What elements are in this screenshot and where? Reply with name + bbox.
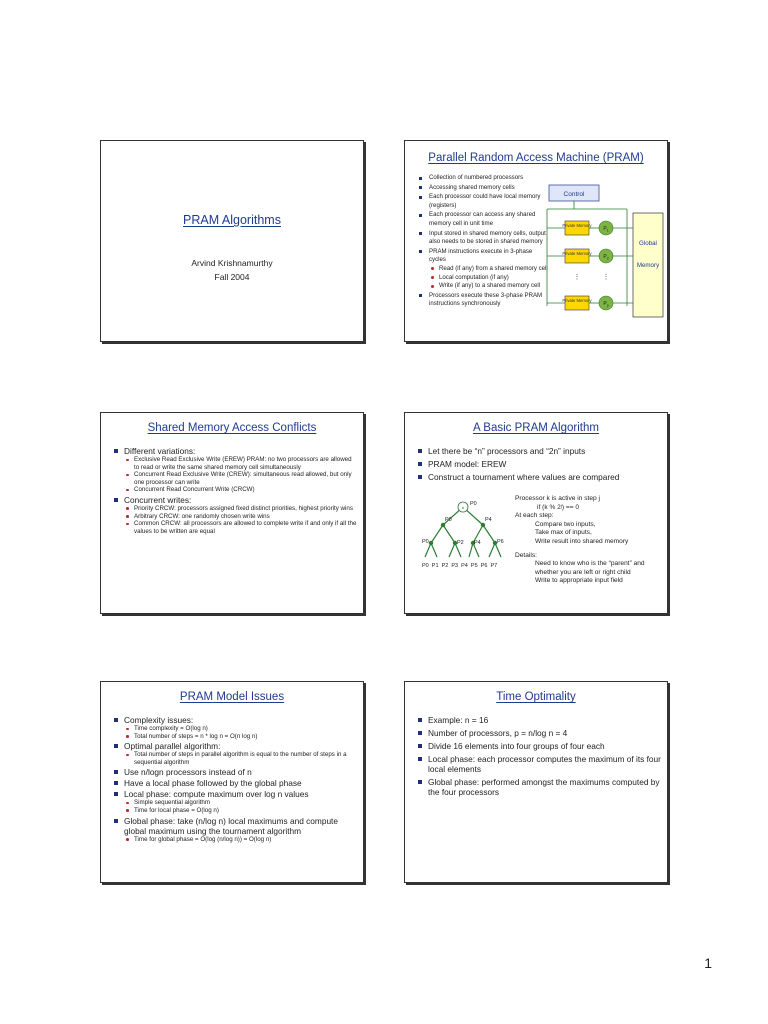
node-label: P0: [470, 501, 477, 507]
svg-text:P1: $P_1$: [603, 226, 609, 233]
node-label: P0: [445, 517, 452, 523]
algorithm-notes: [515, 495, 645, 586]
bullet: [113, 495, 357, 535]
bullet: [113, 816, 357, 844]
sub-bullet: Write (if any) to a shared memory cell: [429, 282, 548, 291]
bullet: [113, 741, 357, 766]
leaf-labels: P0 P1 P2 P3 P4 P5 P6 P7: [422, 563, 498, 569]
bullet-text: Global phase: take (n/log n) local maximums and compute global maximum using the tournament algorithm: [124, 815, 338, 836]
bullet-list: [417, 446, 661, 483]
slide-conflicts: [100, 412, 364, 614]
sub-bullet: Read (if any) from a shared memory cell: [429, 265, 548, 274]
note-line: whether you are left or right child: [535, 568, 631, 576]
sub-bullet: Concurrent Read Concurrent Write (CRCW): [124, 486, 357, 494]
slide-title-text: Shared Memory Access Conflicts: [147, 422, 317, 434]
bullet: Divide 16 elements into four groups of four each: [417, 741, 661, 751]
bullet-text: Optimal parallel algorithm:: [124, 741, 221, 752]
bullet-text: Concurrent writes:: [124, 494, 192, 505]
svg-text:⋮: ⋮: [573, 274, 581, 281]
sub-bullet: Simple sequential algorithm: [124, 799, 357, 807]
sub-list: [124, 456, 357, 494]
slide-title-text: Time Optimality: [496, 691, 576, 703]
bullet: Use n/logn processors instead of n: [113, 767, 357, 777]
bullet: PRAM model: EREW: [417, 459, 661, 469]
bullet: Each processor can access any shared memory cell in unit time: [418, 211, 548, 228]
note-line: Need to know who is the “parent” and: [535, 560, 645, 568]
note-line: Write result into shared memory: [535, 537, 629, 545]
sub-list: [124, 836, 357, 844]
note-line: At each step:: [515, 512, 554, 520]
sub-bullet: Total number of steps = n * log n = O(n log n): [124, 733, 357, 741]
slide-time-optimality: [404, 681, 668, 883]
sub-bullet: Total number of steps in parallel algorithm is equal to the number of steps in a sequential algorithm: [124, 751, 357, 766]
bullet: Local phase: each processor computes the maximum of its four local elements: [417, 754, 661, 774]
sub-bullet: Common CRCW: all processors are allowed to complete write if and only if all the values to be written are equal: [124, 520, 357, 535]
author: Arvind Krishnamurthy: [191, 258, 273, 268]
sub-bullet: Local computation (if any): [429, 274, 548, 283]
private-memory-label: Private Memory: [562, 223, 592, 228]
sub-list: [124, 751, 357, 766]
bullet: [113, 715, 357, 740]
bullet: Input stored in shared memory cells, output also needs to be stored in shared memory: [418, 230, 548, 247]
node-label: P0: [422, 539, 429, 545]
bullet: Global phase: performed amongst the maximums computed by the four processors: [417, 777, 661, 797]
bullet-text: Local phase: compute maximum over log n values: [124, 789, 309, 800]
slide-basic-algorithm: [404, 412, 668, 614]
sub-list: [124, 799, 357, 814]
slide-title-text: PRAM Algorithms: [183, 213, 281, 227]
bullet-list: [417, 715, 661, 798]
bullet: Collection of numbered processors: [418, 174, 548, 183]
note-line: Compare two inputs,: [535, 520, 596, 528]
bullet: Accessing shared memory cells: [418, 184, 548, 193]
bullet: [113, 446, 357, 494]
tournament-tree: [413, 497, 523, 577]
bullet-list: [113, 715, 357, 844]
sub-bullet: Concurrent Read Exclusive Write (CREW): simultaneous read allowed, but only one processor can write: [124, 471, 357, 486]
svg-text:Pp: $P_p$: [603, 301, 609, 308]
sub-list: [124, 505, 357, 535]
slide-pram: [404, 140, 668, 342]
bullet-text: PRAM instructions execute in 3-phase cycles: [429, 247, 533, 264]
bullet: Processors execute these 3-phase PRAM instructions synchronously: [418, 292, 548, 309]
term: Fall 2004: [214, 272, 250, 282]
note-line: if (k % 2ʲ) == 0: [537, 503, 580, 511]
bullet: Have a local phase followed by the global phase: [113, 778, 357, 788]
memory-label: Memory: [636, 262, 660, 269]
node-label: P2: [457, 540, 464, 546]
slide-title-text: A Basic PRAM Algorithm: [473, 422, 599, 434]
note-line: Processor k is active in step j: [515, 495, 601, 502]
sub-list: [124, 725, 357, 740]
slide-title-text: Parallel Random Access Machine (PRAM): [428, 152, 644, 164]
bullet: [418, 248, 548, 291]
bullet: Each processor could have local memory (registers): [418, 193, 548, 210]
sub-bullet: Arbitrary CRCW: one randomly chosen write wins: [124, 513, 357, 521]
svg-text:⋮: ⋮: [602, 274, 610, 281]
sub-bullet: Time complexity = O(log n): [124, 725, 357, 733]
bullet-text: Different variations:: [124, 446, 196, 456]
slide-title: [100, 140, 364, 342]
sub-bullet: Time for global phase = O(log (n/log n)) = O(log n): [124, 836, 357, 844]
bullet: Example: n = 16: [417, 715, 661, 725]
sub-bullet: Time for local phase = O(log n): [124, 807, 357, 815]
private-memory-label: Private Memory: [562, 251, 592, 256]
node-label: P4: [485, 517, 492, 523]
note-line: Write to appropriate input field: [535, 577, 623, 585]
slide-model-issues: [100, 681, 364, 883]
bullet-text: Complexity issues:: [124, 715, 194, 725]
node-label: P4: [474, 540, 481, 546]
global-label: Global: [639, 240, 657, 247]
page-number: 1: [704, 955, 712, 971]
bullet-list: [113, 446, 357, 536]
sub-bullet: Priority CRCW: processors assigned fixed distinct priorities, highest priority wins: [124, 505, 357, 513]
bullet: Construct a tournament where values are compared: [417, 472, 661, 482]
pram-diagram: [537, 181, 667, 321]
bullet-list: [418, 174, 548, 310]
bullet: Number of processors, p = n/log n = 4: [417, 728, 661, 738]
svg-text:v: v: [462, 505, 464, 510]
sub-list: [429, 265, 548, 291]
note-line: Details:: [515, 551, 537, 559]
control-label: Control: [563, 191, 585, 198]
sub-bullet: Exclusive Read Exclusive Write (EREW) PRAM: no two processors are allowed to read or write the same shared memory cell simultaneously: [124, 456, 357, 471]
node-label: P6: [497, 539, 504, 545]
svg-text:P2: $P_2$: [603, 254, 609, 261]
note-line: Take max of inputs,: [535, 529, 592, 537]
private-memory-label: Private Memory: [562, 298, 592, 303]
bullet: [113, 789, 357, 814]
slide-title-text: PRAM Model Issues: [179, 691, 285, 703]
bullet: Let there be “n” processors and “2n” inputs: [417, 446, 661, 456]
